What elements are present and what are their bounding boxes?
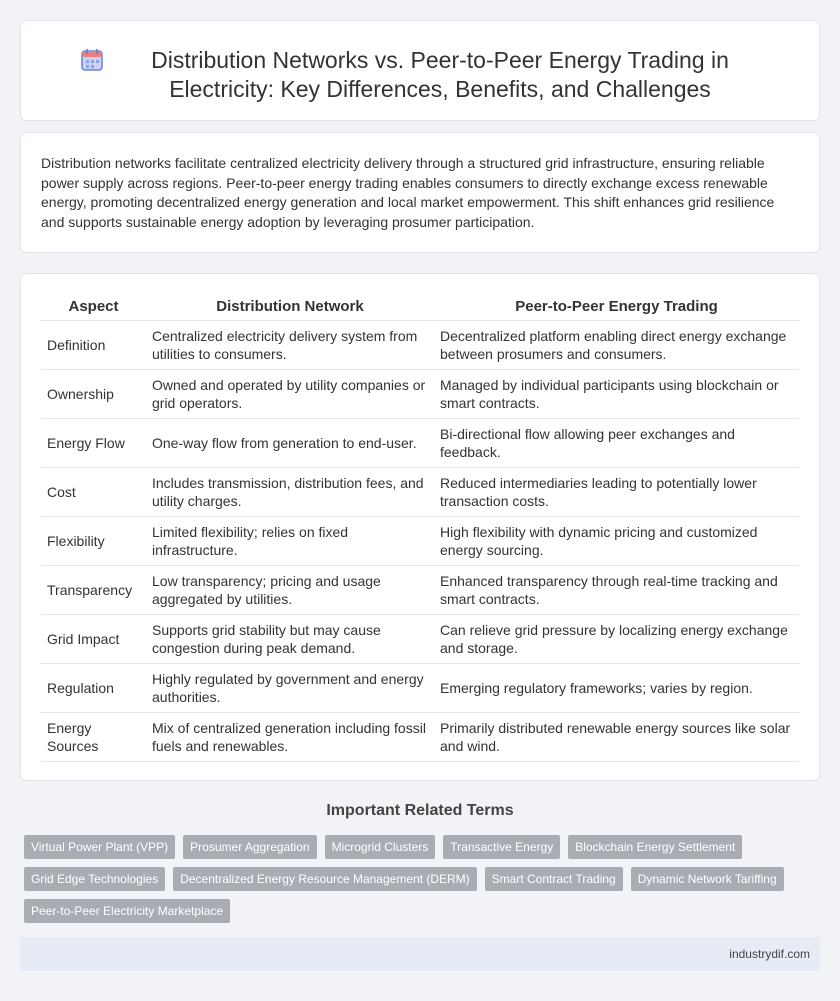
row-aspect: Regulation bbox=[41, 663, 146, 712]
header-distribution-network: Distribution Network bbox=[146, 294, 434, 320]
table-row bbox=[41, 369, 799, 418]
title-card bbox=[20, 20, 820, 121]
row-aspect: Flexibility bbox=[41, 516, 146, 565]
row-peer-to-peer: Bi-directional flow allowing peer exchanges and feedback. bbox=[434, 418, 799, 467]
table-row bbox=[41, 418, 799, 467]
table-row bbox=[41, 614, 799, 663]
table-header-row bbox=[41, 294, 799, 320]
header-peer-to-peer: Peer-to-Peer Energy Trading bbox=[434, 294, 799, 320]
table-row bbox=[41, 516, 799, 565]
related-term-tag[interactable]: Peer-to-Peer Electricity Marketplace bbox=[24, 899, 230, 923]
row-distribution-network: Mix of centralized generation including fossil fuels and renewables. bbox=[146, 712, 434, 761]
related-terms-list bbox=[24, 835, 820, 931]
row-peer-to-peer: Reduced intermediaries leading to potentially lower transaction costs. bbox=[434, 467, 799, 516]
row-aspect: Energy Sources bbox=[41, 712, 146, 761]
row-aspect: Transparency bbox=[41, 565, 146, 614]
row-distribution-network: Low transparency; pricing and usage aggregated by utilities. bbox=[146, 565, 434, 614]
intro-card bbox=[20, 132, 820, 253]
related-term-tag[interactable]: Transactive Energy bbox=[443, 835, 560, 859]
related-term-tag[interactable]: Smart Contract Trading bbox=[485, 867, 623, 891]
row-peer-to-peer: Can relieve grid pressure by localizing energy exchange and storage. bbox=[434, 614, 799, 663]
row-peer-to-peer: Emerging regulatory frameworks; varies by region. bbox=[434, 663, 799, 712]
related-term-tag[interactable]: Virtual Power Plant (VPP) bbox=[24, 835, 175, 859]
row-peer-to-peer: Enhanced transparency through real-time tracking and smart contracts. bbox=[434, 565, 799, 614]
row-distribution-network: Limited flexibility; relies on fixed infrastructure. bbox=[146, 516, 434, 565]
header-aspect: Aspect bbox=[41, 294, 146, 320]
row-peer-to-peer: Managed by individual participants using blockchain or smart contracts. bbox=[434, 369, 799, 418]
row-distribution-network: Supports grid stability but may cause congestion during peak demand. bbox=[146, 614, 434, 663]
row-aspect: Grid Impact bbox=[41, 614, 146, 663]
row-peer-to-peer: Decentralized platform enabling direct energy exchange between prosumers and consumers. bbox=[434, 320, 799, 369]
row-aspect: Cost bbox=[41, 467, 146, 516]
comparison-card bbox=[20, 273, 820, 781]
intro-paragraph: Distribution networks facilitate centralized electricity delivery through a structured grid infrastructure, ensuring reliable power supply across regions. Peer-to-peer energy trading enables consumers to directly exchange excess renewable energy, promoting decentralized energy generation and local market empowerment. This shift enhances grid resilience and supports sustainable energy adoption by leveraging prosumer participation. bbox=[41, 155, 775, 230]
related-term-tag[interactable]: Prosumer Aggregation bbox=[183, 835, 316, 859]
related-term-tag[interactable]: Microgrid Clusters bbox=[325, 835, 436, 859]
row-distribution-network: Includes transmission, distribution fees, and utility charges. bbox=[146, 467, 434, 516]
table-row bbox=[41, 467, 799, 516]
title-wrap bbox=[21, 21, 819, 104]
footer-site-link[interactable]: industrydif.com bbox=[729, 947, 810, 961]
row-distribution-network: One-way flow from generation to end-user. bbox=[146, 418, 434, 467]
related-term-tag[interactable]: Grid Edge Technologies bbox=[24, 867, 165, 891]
page-title: Distribution Networks vs. Peer-to-Peer Energy Trading in Electricity: Key Differences, Benefits, and Challenges bbox=[151, 47, 729, 102]
row-aspect: Energy Flow bbox=[41, 418, 146, 467]
related-term-tag[interactable]: Blockchain Energy Settlement bbox=[568, 835, 742, 859]
row-distribution-network: Owned and operated by utility companies or grid operators. bbox=[146, 369, 434, 418]
row-aspect: Definition bbox=[41, 320, 146, 369]
row-peer-to-peer: High flexibility with dynamic pricing and customized energy sourcing. bbox=[434, 516, 799, 565]
row-peer-to-peer: Primarily distributed renewable energy sources like solar and wind. bbox=[434, 712, 799, 761]
related-term-tag[interactable]: Dynamic Network Tariffing bbox=[631, 867, 784, 891]
row-distribution-network: Centralized electricity delivery system from utilities to consumers. bbox=[146, 320, 434, 369]
related-terms-heading: Important Related Terms bbox=[326, 802, 514, 819]
calendar-icon bbox=[80, 48, 104, 72]
footer bbox=[20, 937, 820, 971]
row-aspect: Ownership bbox=[41, 369, 146, 418]
table-row bbox=[41, 663, 799, 712]
comparison-table bbox=[41, 294, 799, 762]
table-row bbox=[41, 565, 799, 614]
row-distribution-network: Highly regulated by government and energy authorities. bbox=[146, 663, 434, 712]
table-row bbox=[41, 712, 799, 761]
related-term-tag[interactable]: Decentralized Energy Resource Management (DERM) bbox=[173, 867, 476, 891]
table-row bbox=[41, 320, 799, 369]
